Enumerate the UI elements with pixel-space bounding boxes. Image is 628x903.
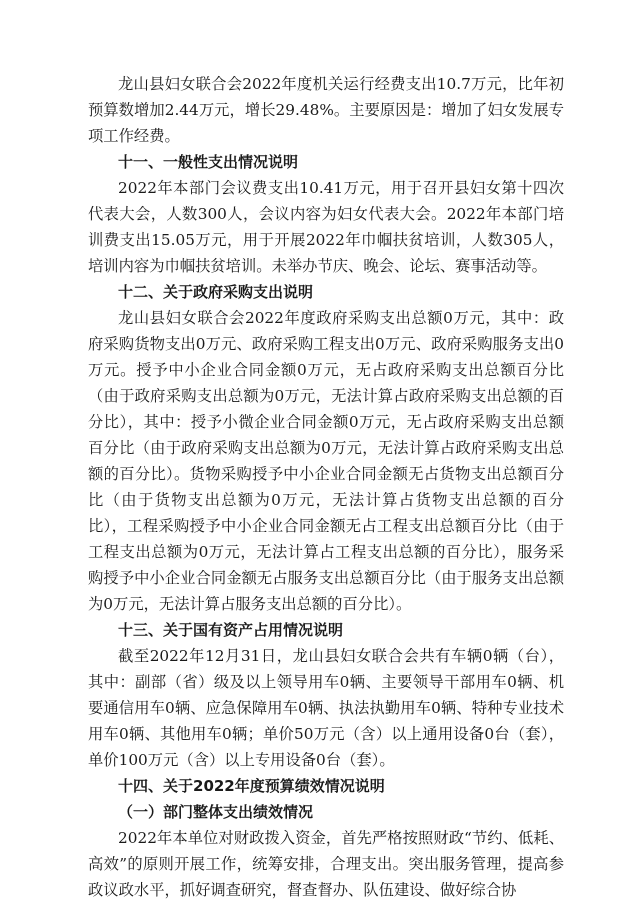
paragraph-state-assets: 截至2022年12月31日，龙山县妇女联合会共有车辆0辆（台），其中：副部（省）级及以上领导用车0辆、主要领导干部用车0辆、机要通信用车0辆、应急保障用车0辆、执法执勤用车0辆、特种专业技术用车0辆、其他用车0辆；单价50万元（含）以上通用设备0台（套），单价100万元（含）以上专用设备0台（套）。 [88,647,564,769]
section-heading-performance: 十四、关于2022年度预算绩效情况说明 [118,777,385,795]
section-heading-government-procurement: 十二、关于政府采购支出说明 [118,283,314,301]
section-heading-general-expenditure: 十一、一般性支出情况说明 [118,153,299,171]
paragraph-meeting-training-expenses: 2022年本部门会议费支出10.41万元，用于召开县妇女第十四次代表大会，人数300人，会议内容为妇女代表大会。2022年本部门培训费支出15.05万元，用于开展2022年巾帼扶贫培训，人数305人，培训内容为巾帼扶贫培训。未举办节庆、晚会、论坛、赛事活动等。 [88,179,564,275]
paragraph-overall-performance: 2022年本单位对财政拨入资金，首先严格按照财政“节约、低耗、高效”的原则开展工作，统筹安排，合理支出。突出服务管理，提高参政议政水平，抓好调查研究，督查督办、队伍建设、做好综合协 [88,829,564,899]
paragraph-operating-expenses: 龙山县妇女联合会2022年度机关运行经费支出10.7万元，比年初预算数增加2.44万元，增长29.48%。主要原因是：增加了妇女发展专项工作经费。 [88,75,564,145]
paragraph-government-procurement: 龙山县妇女联合会2022年度政府采购支出总额0万元，其中：政府采购货物支出0万元、政府采购工程支出0万元、政府采购服务支出0万元。授予中小企业合同金额0万元，无占政府采购支出总额百分比（由于政府采购支出总额为0万元，无法计算占政府采购支出总额的百分比），其中：授予小微企业合同金额0万元，无占政府采购支出总额百分比（由于政府采购支出总额为0万元，无法计算占政府采购支出总额的百分比）。货物采购授予中小企业合同金额无占货物支出总额百分比（由于货物支出总额为0万元，无法计算占货物支出总额的百分比），工程采购授予中小企业合同金额无占工程支出总额百分比（由于工程支出总额为0万元，无法计算占工程支出总额的百分比），服务采购授予中小企业合同金额无占服务支出总额百分比（由于服务支出总额为0万元，无法计算占服务支出总额的百分比）。 [88,309,564,613]
subsection-heading-overall-performance: （一）部门整体支出绩效情况 [118,803,314,821]
section-heading-state-assets: 十三、关于国有资产占用情况说明 [118,621,344,639]
document-page [88,71,564,903]
